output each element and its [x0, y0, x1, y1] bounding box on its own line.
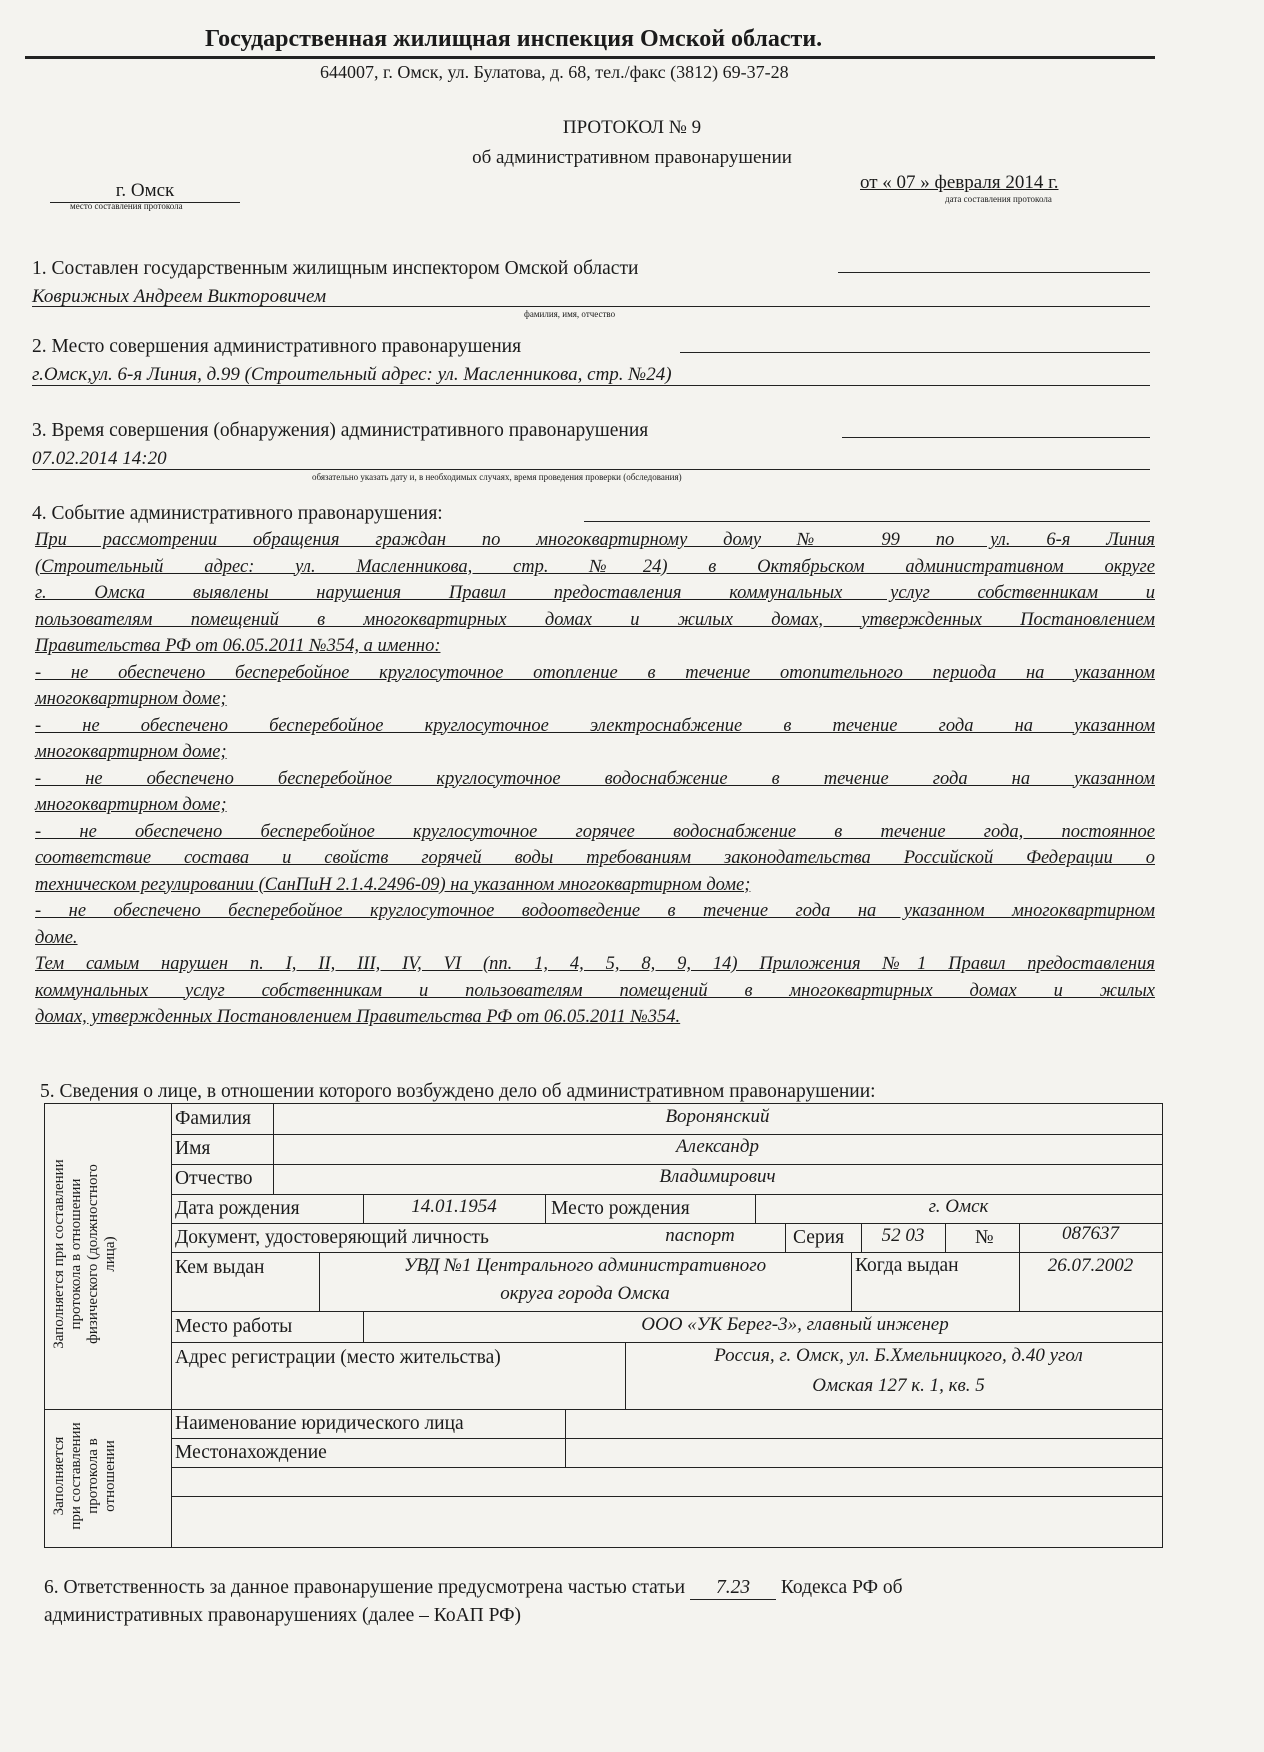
- org-title: Государственная жилищная инспекция Омской области.: [205, 26, 823, 52]
- issued-when-value: 26.07.2002: [1047, 1255, 1134, 1276]
- section2-value: г.Омск,ул. 6-я Линия, д.99 (Строительный адрес: ул. Масленникова, стр. №24): [32, 364, 672, 385]
- issued-by-value-2: округа города Омска: [500, 1283, 670, 1304]
- address-value-1: Россия, г. Омск, ул. Б.Хмельницкого, д.40 угол: [714, 1345, 1083, 1366]
- birth-date-label: Дата рождения: [175, 1198, 300, 1219]
- legal-location-label: Местонахождение: [175, 1442, 327, 1463]
- section6-text-after: Кодекса РФ об: [780, 1577, 903, 1598]
- work-value: ООО «УК Берег-3», главный инженер: [641, 1314, 949, 1335]
- protocol-place-caption: место составления протокола: [70, 201, 183, 211]
- address-label: Адрес регистрации (место жительства): [175, 1347, 501, 1368]
- section3-rule-b: [32, 469, 1150, 470]
- protocol-date-caption: дата составления протокола: [945, 194, 1052, 204]
- series-value: 52 03: [881, 1225, 925, 1246]
- header-divider: [25, 56, 1155, 59]
- side-caption-physical: Заполняется при составлении протокола в отношении физического (должностного лица): [51, 1159, 118, 1349]
- event-line: многоквартирном доме;: [35, 742, 227, 762]
- work-label: Место работы: [175, 1316, 293, 1337]
- protocol-place: г. Омск: [50, 180, 240, 203]
- event-line: пользователям помещений в многоквартирных домах и жилых домах, утвержденных Постановлением: [35, 609, 1155, 630]
- section1-rule-a: [838, 272, 1150, 273]
- number-value: 087637: [1062, 1223, 1119, 1244]
- section2-rule-a: [680, 352, 1150, 353]
- section6-article: 7.23: [690, 1577, 776, 1600]
- section4-label: 4. Событие административного правонарушения:: [32, 503, 443, 524]
- id-doc-label: Документ, удостоверяющий личность: [175, 1227, 489, 1248]
- protocol-date: от « 07 » февраля 2014 г.: [860, 172, 1059, 193]
- issued-when-label: Когда выдан: [855, 1255, 959, 1276]
- birth-date-value: 14.01.1954: [411, 1196, 497, 1217]
- issued-by-label: Кем выдан: [175, 1257, 265, 1278]
- event-line: - не обеспечено бесперебойное круглосуточное водоотведение в течение года на указанном многоквартирном: [35, 901, 1155, 921]
- surname-value: Воронянский: [665, 1106, 770, 1127]
- section4-rule: [584, 521, 1150, 522]
- section5-label: 5. Сведения о лице, в отношении которого возбуждено дело об административном правонарушении:: [40, 1081, 876, 1102]
- section2-rule-b: [32, 385, 1150, 386]
- event-line: соответствие состава и свойств горячей воды требованиям законодательства Российской Федерации о: [35, 848, 1155, 868]
- patronymic-value: Владимирович: [659, 1166, 776, 1187]
- section3-caption: обязательно указать дату и, в необходимых случаях, время проведения проверки (обследования): [312, 472, 682, 482]
- event-line: - не обеспечено бесперебойное круглосуточное водоснабжение в течение года на указанном: [35, 768, 1155, 789]
- section1-rule-b: [32, 306, 1150, 307]
- event-line: г. Омска выявлены нарушения Правил предоставления коммунальных услуг собственникам и: [35, 583, 1155, 603]
- series-label: Серия: [793, 1227, 845, 1248]
- org-address: 644007, г. Омск, ул. Булатова, д. 68, тел./факс (3812) 69-37-28: [320, 62, 789, 82]
- section2-label: 2. Место совершения административного правонарушения: [32, 336, 522, 357]
- event-line: Тем самым нарушен п. I, II, III, IV, VI (пп. 1, 4, 5, 8, 9, 14) Приложения №1 Правил предоставления: [35, 954, 1155, 974]
- patronymic-label: Отчество: [175, 1168, 253, 1189]
- event-line: При рассмотрении обращения граждан по многоквартирному дому № 99 по ул. 6-я Линия: [35, 530, 1155, 550]
- event-line: - не обеспечено бесперебойное круглосуточное электроснабжение в течение года на указанном: [35, 715, 1155, 736]
- section1-label: 1. Составлен государственным жилищным инспектором Омской области: [32, 258, 639, 279]
- section6-line1: [44, 1577, 903, 1600]
- event-line: домах, утвержденных Постановлением Правительства РФ от 06.05.2011 №354.: [35, 1007, 681, 1027]
- event-line: Правительства РФ от 06.05.2011 №354, а именно:: [35, 636, 441, 656]
- section3-value: 07.02.2014 14:20: [32, 448, 167, 469]
- birth-place-value: г. Омск: [928, 1196, 989, 1217]
- section3-label: 3. Время совершения (обнаружения) административного правонарушения: [32, 420, 649, 441]
- name-label: Имя: [175, 1138, 211, 1159]
- section3-rule-a: [842, 437, 1150, 438]
- event-line: коммунальных услуг собственникам и пользователям помещений в многоквартирных домах и жилых: [35, 980, 1155, 1001]
- section6-line2: административных правонарушениях (далее – КоАП РФ): [44, 1605, 522, 1626]
- name-value: Александр: [676, 1136, 759, 1157]
- address-value-2: Омская 127 к. 1, кв. 5: [812, 1375, 985, 1396]
- birth-place-label: Место рождения: [551, 1198, 690, 1219]
- event-line: - не обеспечено бесперебойное круглосуточное горячее водоснабжение в течение года, постоянное: [35, 821, 1155, 842]
- event-line: доме.: [35, 927, 78, 948]
- legal-name-label: Наименование юридического лица: [175, 1413, 464, 1434]
- protocol-title: ПРОТОКОЛ № 9: [562, 117, 702, 138]
- section6-text-before: 6. Ответственность за данное правонарушение предусмотрена частью статьи: [44, 1577, 686, 1598]
- section1-caption: фамилия, имя, отчество: [524, 309, 616, 319]
- side-caption-legal: Заполняется при составлении протокола в отношении: [51, 1422, 118, 1530]
- number-label: №: [975, 1227, 994, 1248]
- person-info-table: [44, 1103, 1163, 1548]
- event-line: - не обеспечено бесперебойное круглосуточное отопление в течение отопительного периода на указанном: [35, 662, 1155, 683]
- event-line: (Строительный адрес: ул. Масленникова, стр. №24) в Октябрьском административном округе: [35, 556, 1155, 577]
- event-line: техническом регулировании (СанПиН 2.1.4.2496-09) на указанном многоквартирном доме;: [35, 874, 751, 895]
- event-line: многоквартирном доме;: [35, 689, 227, 709]
- section1-value: Коврижных Андреем Викторовичем: [32, 286, 327, 307]
- surname-label: Фамилия: [175, 1108, 251, 1129]
- event-line: многоквартирном доме;: [35, 795, 227, 815]
- id-doc-value: паспорт: [665, 1225, 735, 1246]
- issued-by-value-1: УВД №1 Центрального административного: [403, 1255, 767, 1276]
- protocol-subtitle: об административном правонарушении: [472, 147, 792, 168]
